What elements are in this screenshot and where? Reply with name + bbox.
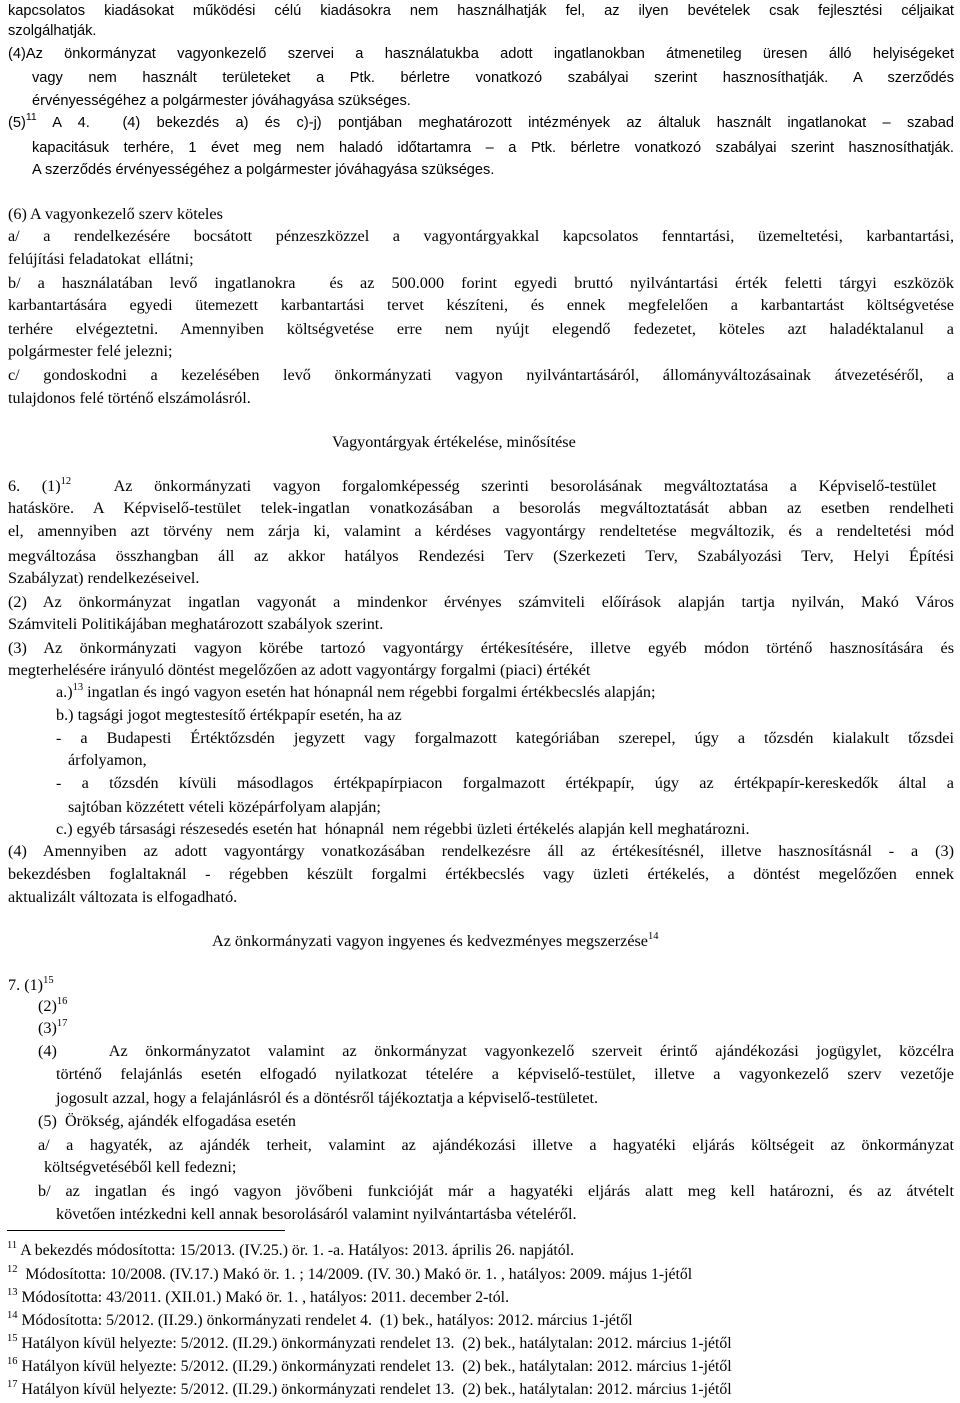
line-text xyxy=(8,364,954,387)
line-text xyxy=(68,796,381,819)
document-line xyxy=(0,796,960,819)
line-text xyxy=(332,431,576,454)
line-text xyxy=(56,1203,577,1226)
document-line xyxy=(0,364,960,387)
line-content: karbantartására egyedi ütemezett karbantartási tervet készíteni, és ennek megfelelően a karbantartást költségvetése xyxy=(8,296,954,314)
document-line xyxy=(0,704,960,727)
line-text xyxy=(8,203,223,226)
line-text xyxy=(8,497,954,520)
line-content: tulajdonos felé történő elszámolásról. xyxy=(8,389,251,407)
document-line xyxy=(0,1156,960,1179)
footnote xyxy=(0,1333,960,1355)
line-content: jogosult azzal, hogy a felajánlásról és a döntésről tájékoztatja a képviselő-testületet. xyxy=(56,1089,599,1107)
line-text xyxy=(68,749,147,772)
line-content: (4) Az önkormányzatot valamint az önkormányzat vagyonkezelő szerveit érintő ajándékozási jogügylet, közcélra xyxy=(38,1042,954,1060)
document-line xyxy=(0,1180,960,1203)
document-line xyxy=(0,90,960,113)
line-content: történő felajánlás esetén elfogadó nyilatkozat tételére a képviselő-testület, illetve a vagyonkezelő szerv vezetője xyxy=(56,1065,954,1083)
line-text xyxy=(44,1156,236,1179)
line-content: bekezdésben foglaltaknál - régebben készült forgalmi értékbecslés vagy üzleti értékelés, a döntést megelőzően ennek xyxy=(8,865,954,883)
footnote-number: 14 xyxy=(7,1310,18,1321)
line-content: - a Budapesti Értéktőzsdén jegyzett vagy forgalmazott kategóriában szerepel, úgy a tőzsdén kialakult tőzsdei xyxy=(56,729,954,747)
footnote-reference[interactable]: 11 xyxy=(25,111,37,123)
line-text xyxy=(32,137,954,160)
footnote-content: A bekezdés módosította: 15/2013. (IV.25.) ör. 1. -a. Hatályos: 2013. április 26. napjától. xyxy=(17,1242,575,1259)
document-line xyxy=(0,1110,960,1133)
line-content: Szabályzat) rendelkezéseivel. xyxy=(8,569,200,587)
footnote-reference[interactable]: 14 xyxy=(648,931,659,942)
footnote-content: Módosította: 43/2011. (XII.01.) Makó ör. 1. , hatályos: 2011. december 2-tól. xyxy=(17,1289,510,1306)
line-content: a/ a hagyaték, az ajándék terheit, valamint az ajándékozási illetve a hagyatéki eljárás költségeit az önkormányzat xyxy=(38,1136,954,1154)
document-line xyxy=(0,1040,960,1063)
footnote-number: 16 xyxy=(7,1356,18,1367)
line-content: polgármester felé jelezni; xyxy=(8,342,173,360)
document-line xyxy=(0,930,960,953)
line-text xyxy=(32,90,411,113)
paragraph-number: (5) xyxy=(8,115,26,131)
footnote-reference[interactable]: 17 xyxy=(56,1018,68,1029)
line-content: sajtóban közzétett vételi középárfolyam alapján; xyxy=(68,798,381,816)
line-content: megterhelésére irányuló döntést megelőzően az adott vagyontárgy forgalmi (piaci) értékét xyxy=(8,661,591,679)
document-line xyxy=(0,637,960,660)
line-text xyxy=(8,318,954,341)
footnote-separator xyxy=(7,1230,285,1231)
line-content: Vagyontárgyak értékelése, minősítése xyxy=(332,433,576,451)
document-line xyxy=(0,1134,960,1157)
document-line xyxy=(0,749,960,772)
document-line xyxy=(0,294,960,317)
line-content: kapcsolatos kiadásokat működési célú kiadásokra nem használhatják fel, az ilyen bevételek csak fejlesztési céljaikat xyxy=(8,3,954,19)
line-text xyxy=(212,930,659,955)
footnote-text xyxy=(7,1240,574,1264)
footnote-content: Hatályon kívül helyezte: 5/2012. (II.29.) önkormányzati rendelet 13. (2) bek., hatálytalan: 2012. március 1-jétől xyxy=(17,1358,732,1375)
footnote-text xyxy=(7,1310,633,1334)
document-line xyxy=(0,1203,960,1226)
document-line xyxy=(0,1063,960,1086)
document-line xyxy=(0,475,960,498)
line-content: b.) tagsági jogot megtestesítő értékpapír esetén, ha az xyxy=(56,706,402,724)
line-text xyxy=(56,681,656,706)
footnote-content: Módosította: 10/2008. (IV.17.) Makó ör. 1. ; 14/2009. (IV. 30.) Makó ör. 1. , hatályos: 2009. május 1-jétől xyxy=(17,1266,693,1283)
footnote-reference[interactable]: 15 xyxy=(43,975,54,986)
document-line xyxy=(0,387,960,410)
line-text xyxy=(38,1017,67,1042)
document-line xyxy=(0,272,960,295)
footnote-text xyxy=(7,1287,509,1311)
line-content: (3) Az önkormányzati vagyon körébe tartozó vagyontárgy értékesítésére, illetve egyéb módon történő hasznosítására és xyxy=(8,639,954,657)
document-line xyxy=(0,43,960,66)
document-line xyxy=(0,520,960,543)
line-text xyxy=(8,545,954,568)
line-content: A szerződés érvényességéhez a polgármester jóváhagyása szükséges. xyxy=(32,162,495,178)
footnote-content: Hatályon kívül helyezte: 5/2012. (II.29.) önkormányzati rendelet 13. (2) bek., hatálytalan: 2012. március 1-jétől xyxy=(17,1381,732,1398)
line-text xyxy=(8,520,954,543)
line-content: terhére elvégeztetni. Amennyiben költségvetése erre nem nyújt elegendő fedezetet, köteles azt haladéktalanul a xyxy=(8,320,954,338)
footnote xyxy=(0,1287,960,1309)
footnote xyxy=(0,1240,960,1262)
paragraph-number: 6. (1) xyxy=(8,477,61,495)
footnote-text xyxy=(7,1379,732,1403)
footnote-text xyxy=(7,1333,732,1357)
line-content: (4)Az önkormányzat vagyonkezelő szervei a használatukba adott ingatlanokban átmenetileg üresen álló helyiségeket xyxy=(8,46,954,62)
line-content: kapacitásuk terhére, 1 évet meg nem haladó időtartamra – a Ptk. bérletre vonatkozó szabályai szerint hasznosíthatják. xyxy=(32,140,954,156)
line-content: b/ a használatában levő ingatlanokra és az 500.000 forint egyedi bruttó nyilvántartási érték feletti tárgyi eszközök xyxy=(8,274,954,292)
line-text xyxy=(56,772,954,795)
paragraph-number: (2) xyxy=(38,997,57,1015)
line-content: c/ gondoskodni a kezelésében levő önkormányzati vagyon nyilvántartásáról, állományváltozásainak átvezetéséről, a xyxy=(8,366,954,384)
document-line xyxy=(0,225,960,248)
footnote-number: 15 xyxy=(7,1333,18,1344)
line-text xyxy=(8,294,954,317)
document-line xyxy=(0,340,960,363)
document-line xyxy=(0,1087,960,1110)
footnote xyxy=(0,1264,960,1286)
document-line xyxy=(0,840,960,863)
footnote-number: 17 xyxy=(7,1379,18,1390)
line-content: szolgálhatják. xyxy=(8,23,97,39)
document-line xyxy=(0,772,960,795)
document-line xyxy=(0,995,960,1018)
document-line xyxy=(0,613,960,636)
line-text xyxy=(8,248,194,271)
line-content: a/ a rendelkezésére bocsátott pénzeszközzel a vagyontárgyakkal kapcsolatos fenntartási, üzemeltetési, karbantartási, xyxy=(8,227,954,245)
line-content: aktualizált változata is elfogadható. xyxy=(8,888,238,906)
line-text xyxy=(38,1134,954,1157)
line-content: (6) A vagyonkezelő szerv köteles xyxy=(8,205,223,223)
footnote-text xyxy=(7,1356,732,1380)
paragraph-number: a.) xyxy=(56,683,73,701)
document-line xyxy=(0,203,960,226)
document-line xyxy=(0,137,960,160)
line-text xyxy=(8,659,590,682)
line-content: Számviteli Politikájában meghatározott szabályok szerint. xyxy=(8,615,384,633)
footnote-reference[interactable]: 12 xyxy=(60,476,72,487)
document-line xyxy=(0,1017,960,1040)
line-content: Az önkormányzati vagyon forgalomképesség szerinti besorolásának megváltoztatása a Képviselő-testület xyxy=(71,477,937,495)
line-text xyxy=(38,1110,296,1133)
footnote-reference[interactable]: 16 xyxy=(56,996,68,1007)
document-line xyxy=(0,974,960,997)
document-line xyxy=(0,567,960,590)
document-line xyxy=(0,727,960,750)
document-line xyxy=(0,863,960,886)
line-content: követően intézkedni kell annak besorolásáról valamint nyilvántartásba vételéről. xyxy=(56,1205,577,1223)
line-text xyxy=(8,613,383,636)
line-content: - a tőzsdén kívüli másodlagos értékpapírpiacon forgalmazott értékpapír, úgy az értékpapír-kereskedők által a xyxy=(56,774,954,792)
line-content: árfolyamon, xyxy=(68,751,147,769)
line-text xyxy=(56,1063,954,1086)
line-text xyxy=(8,20,96,43)
line-content: költségvetéséből kell fedezni; xyxy=(44,1158,237,1176)
footnote-number: 12 xyxy=(7,1264,18,1275)
line-text xyxy=(8,637,954,660)
footnote-content: Módosította: 5/2012. (II.29.) önkormányzati rendelet 4. (1) bek., hatályos: 2012. március 1-jétől xyxy=(17,1312,633,1329)
document-line xyxy=(0,248,960,271)
paragraph-number: (3) xyxy=(38,1019,57,1037)
document-line xyxy=(0,591,960,614)
line-content: vagy nem használt területeket a Ptk. bérletre vonatkozó szabályai szerint hasznosíthatják. A szerződés xyxy=(32,70,954,86)
footnote-number: 11 xyxy=(7,1240,18,1251)
document-line xyxy=(0,67,960,90)
line-text xyxy=(8,387,251,410)
footnote-reference[interactable]: 13 xyxy=(72,682,84,693)
line-text xyxy=(56,818,750,841)
line-content: érvényességéhez a polgármester jóváhagyása szükséges. xyxy=(32,93,411,109)
line-content: b/ az ingatlan és ingó vagyon jövőbeni funkcióját már a hagyatéki eljárás alatt meg kell határozni, és az átvételt xyxy=(38,1182,954,1200)
footnote xyxy=(0,1310,960,1332)
line-content: ingatlan és ingó vagyon esetén hat hónapnál nem régebbi forgalmi értékbecslés alapján; xyxy=(83,683,656,701)
line-text xyxy=(32,159,494,182)
document-line xyxy=(0,886,960,909)
document-line xyxy=(0,545,960,568)
line-text xyxy=(8,591,954,614)
footnote-text xyxy=(7,1264,692,1288)
paragraph-number: 7. (1) xyxy=(8,976,44,994)
line-content: Az önkormányzati vagyon ingyenes és kedvezményes megszerzése xyxy=(212,932,648,950)
footnote-number: 13 xyxy=(7,1287,18,1298)
line-text xyxy=(8,43,954,66)
line-text xyxy=(56,727,954,750)
document-line xyxy=(0,497,960,520)
line-content: (4) Amennyiben az adott vagyontárgy vonatkozásában rendelkezésre áll az értékesítésnél, illetve hasznosításnál - a (3) xyxy=(8,842,954,860)
document-line xyxy=(0,681,960,704)
line-text xyxy=(8,567,199,590)
line-text xyxy=(8,112,954,136)
line-content: el, amennyiben azt törvény nem zárja ki, valamint a kérdéses vagyontárgy rendeltetése megváltozik, és a rendeltetési mód xyxy=(8,522,954,540)
document-line xyxy=(0,159,960,182)
footnote xyxy=(0,1356,960,1378)
footnote xyxy=(0,1379,960,1401)
line-content: megváltozása összhangban áll az akkor hatályos Rendezési Terv (Szerkezeti Terv, Szabályozási Terv, Helyi Építési xyxy=(8,547,954,565)
line-text xyxy=(8,272,954,295)
line-text xyxy=(8,863,954,886)
document-line xyxy=(0,818,960,841)
line-content: A 4. (4) bekezdés a) és c)-j) pontjában meghatározott intézmények az általuk használt ingatlanokat – szabad xyxy=(36,115,954,131)
line-text xyxy=(8,225,954,248)
line-text xyxy=(32,67,954,90)
document-line xyxy=(0,20,960,43)
line-content: hatásköre. A Képviselő-testület telek-ingatlan vonatkozásában a besorolás megváltoztatását abban az esetben rendelheti xyxy=(8,499,954,517)
line-text xyxy=(38,1180,954,1203)
line-content: felújítási feladatokat ellátni; xyxy=(8,250,194,268)
line-text xyxy=(8,886,237,909)
line-content: (5) Örökség, ajándék elfogadása esetén xyxy=(38,1112,296,1130)
line-text xyxy=(38,1040,954,1063)
line-text xyxy=(56,1087,598,1110)
document-line xyxy=(0,431,960,454)
line-text xyxy=(56,704,402,727)
line-text xyxy=(8,840,954,863)
document-line xyxy=(0,659,960,682)
document-line xyxy=(0,318,960,341)
document-line xyxy=(0,112,960,135)
line-text xyxy=(8,340,173,363)
line-content: (2) Az önkormányzat ingatlan vagyonát a mindenkor érvényes számviteli előírások alapján tartja nyilván, Makó Város xyxy=(8,593,954,611)
footnote-content: Hatályon kívül helyezte: 5/2012. (II.29.) önkormányzati rendelet 13. (2) bek., hatálytalan: 2012. március 1-jétől xyxy=(17,1335,732,1352)
line-content: c.) egyéb társasági részesedés esetén hat hónapnál nem régebbi üzleti értékelés alapján kell meghatározni. xyxy=(56,820,750,838)
